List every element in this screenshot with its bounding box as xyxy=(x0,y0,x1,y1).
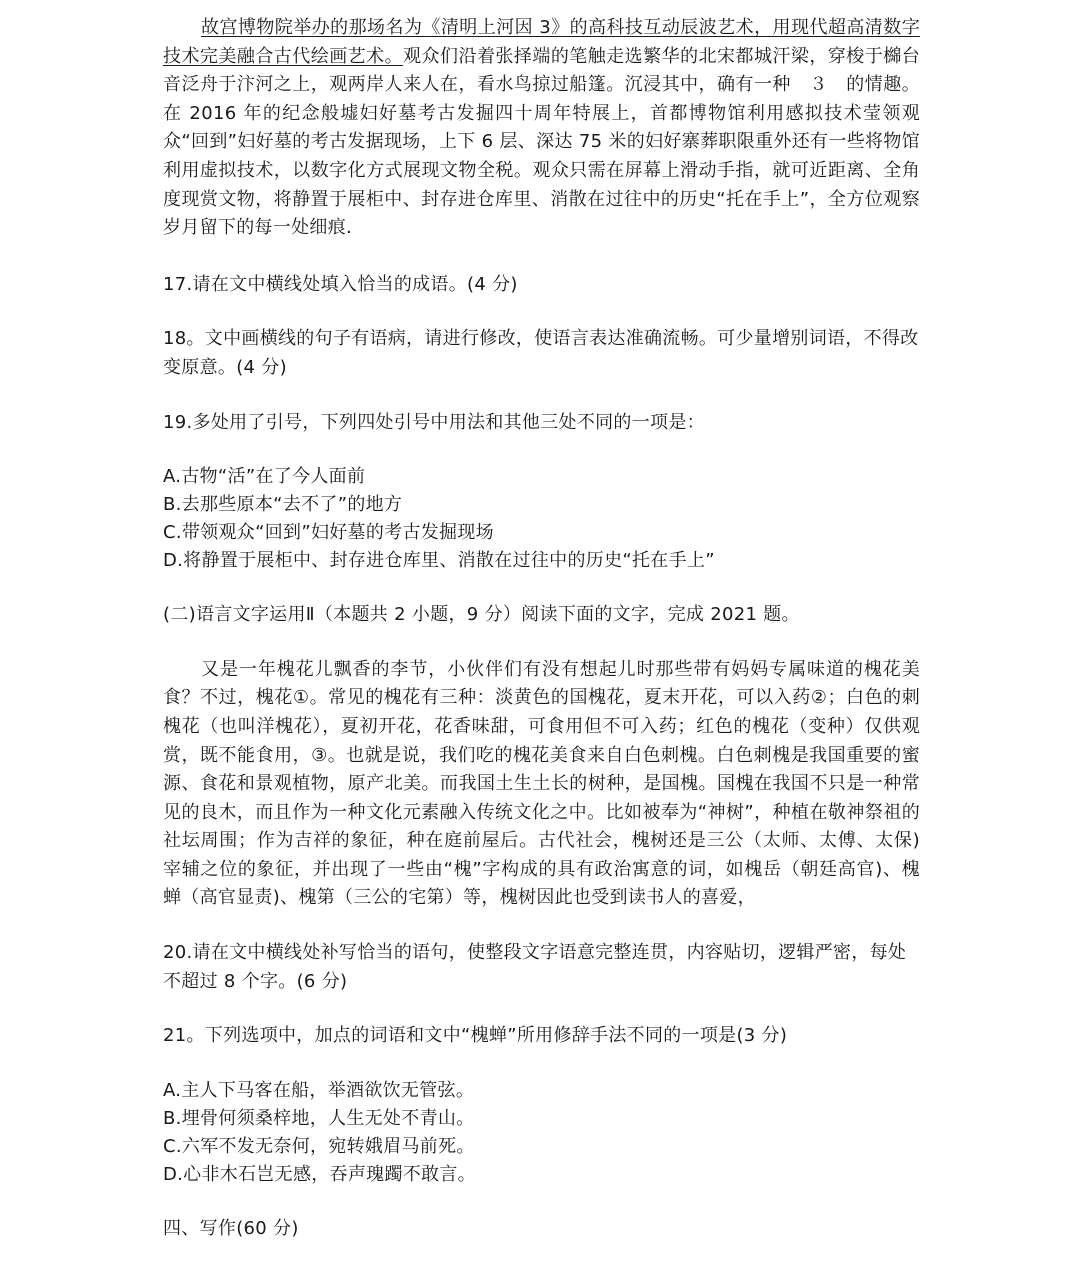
section-4-heading: 四、写作(60 分) xyxy=(163,1217,299,1239)
question-18: 18。文中画横线的句子有语病，请进行修改，使语言表达准确流畅。可少量增别词语，不得改变原意。(4 分) xyxy=(163,328,919,378)
question-19-option-a: A.古物“活”在了今人面前 xyxy=(163,466,366,488)
question-21-option-d: D.心非木石岂无感，吞声瑰躅不敢言。 xyxy=(163,1163,476,1185)
question-17: 17.请在文中横线处填入恰当的成语。(4 分) xyxy=(163,273,518,295)
question-20: 20.请在文中横线处补写恰当的语句，使整段文字语意完整连贯，内容贴切，逻辑严密，每处不超过 8 个字。(6 分) xyxy=(163,942,907,992)
passage-2: 又是一年槐花儿飘香的李节，小伙伴们有没有想起儿时那些带有妈妈专属味道的槐花美食？不过，槐花①。常见的槐花有三种：淡黄色的国槐花，夏末开花，可以入药②；白色的刺槐花（也叫洋槐花），夏初开花，花香味甜，可食用但不可入药；红色的槐花（变种）仅供观赏，既不能食用，③。也就是说，我们吃的槐花美食来自白色刺槐。白色刺槐是我国重要的蜜源、食花和景观植物，原产北美。而我国土生土长的树种，是国槐。国槐在我国不只是一种常见的良木，而且作为一种文化元素融入传统文化之中。比如被奉为“神树”，种植在敬神祭祖的社坛周围；作为吉祥的象征，种在庭前屋后。古代社会，槐树还是三公（太师、太傅、太保)宰辅之位的象征，并出现了一些由“槐”字构成的具有政治寓意的词，如槐岳（朝廷高官)、槐蝉（高官显责)、槐第（三公的宅第）等，槐树因此也受到读书人的喜爱， xyxy=(163,658,920,909)
passage-1 xyxy=(163,14,920,243)
question-21-option-a: A.主人下马客在船，举酒欲饮无管弦。 xyxy=(163,1079,475,1101)
passage-1-text: 观众们沿着张择端的笔触走选繁华的北宋都城汗梁，穿梭于檰台音泛舟于汴河之上，观两岸人来人在，看水鸟掠过船篷。沉浸其中，确有一种 ３ 的情趣。在 2016 年的纪念般墟妇好墓考古发掘四十周年特展上，首都博物馆利用感拟技术莹领观众“回到”妇好墓的考古发据现场，上下 6 层、深达 75 米的妇好寨葬职限重外还有一些将物馆利用虚拟技术，以数字化方式展现文物全税。观众只需在屏幕上滑动手指，就可近距离、全角度现赏文物，将静置于展柜中、封存进仓库里、消散在过往中的历史“托在手上”，全方位观察岁月留下的每一处细痕. xyxy=(163,45,920,239)
underlined-sentence: 故宫博物院举办的那场名为《清明上河因 3》的高科技互动辰波艺术，用现代超高清数字技术完美融合古代绘画艺术。 xyxy=(163,17,920,67)
question-19-option-d: D.将静置于展柜中、封存进仓库里、消散在过往中的历史“托在手上” xyxy=(163,550,715,572)
question-21-option-c: C.六军不发无奈何，宛转娥眉马前死。 xyxy=(163,1135,475,1157)
question-19-option-b: B.去那些原本“去不了”的地方 xyxy=(163,494,403,516)
question-21-stem: 21。下列选项中，加点的词语和文中“槐蝉”所用修辞手法不同的一项是(3 分) xyxy=(163,1025,788,1047)
section-2-heading: (二)语言文字运用Ⅱ（本题共 2 小题，9 分）阅读下面的文字，完成 2021 题。 xyxy=(163,604,800,626)
question-19-stem: 19.多处用了引号，下列四处引号中用法和其他三处不同的一项是： xyxy=(163,411,705,433)
question-19-option-c: C.带领观众“回到”妇好墓的考古发掘现场 xyxy=(163,522,494,544)
question-21-option-b: B.埋骨何须桑梓地，人生无处不青山。 xyxy=(163,1107,475,1129)
